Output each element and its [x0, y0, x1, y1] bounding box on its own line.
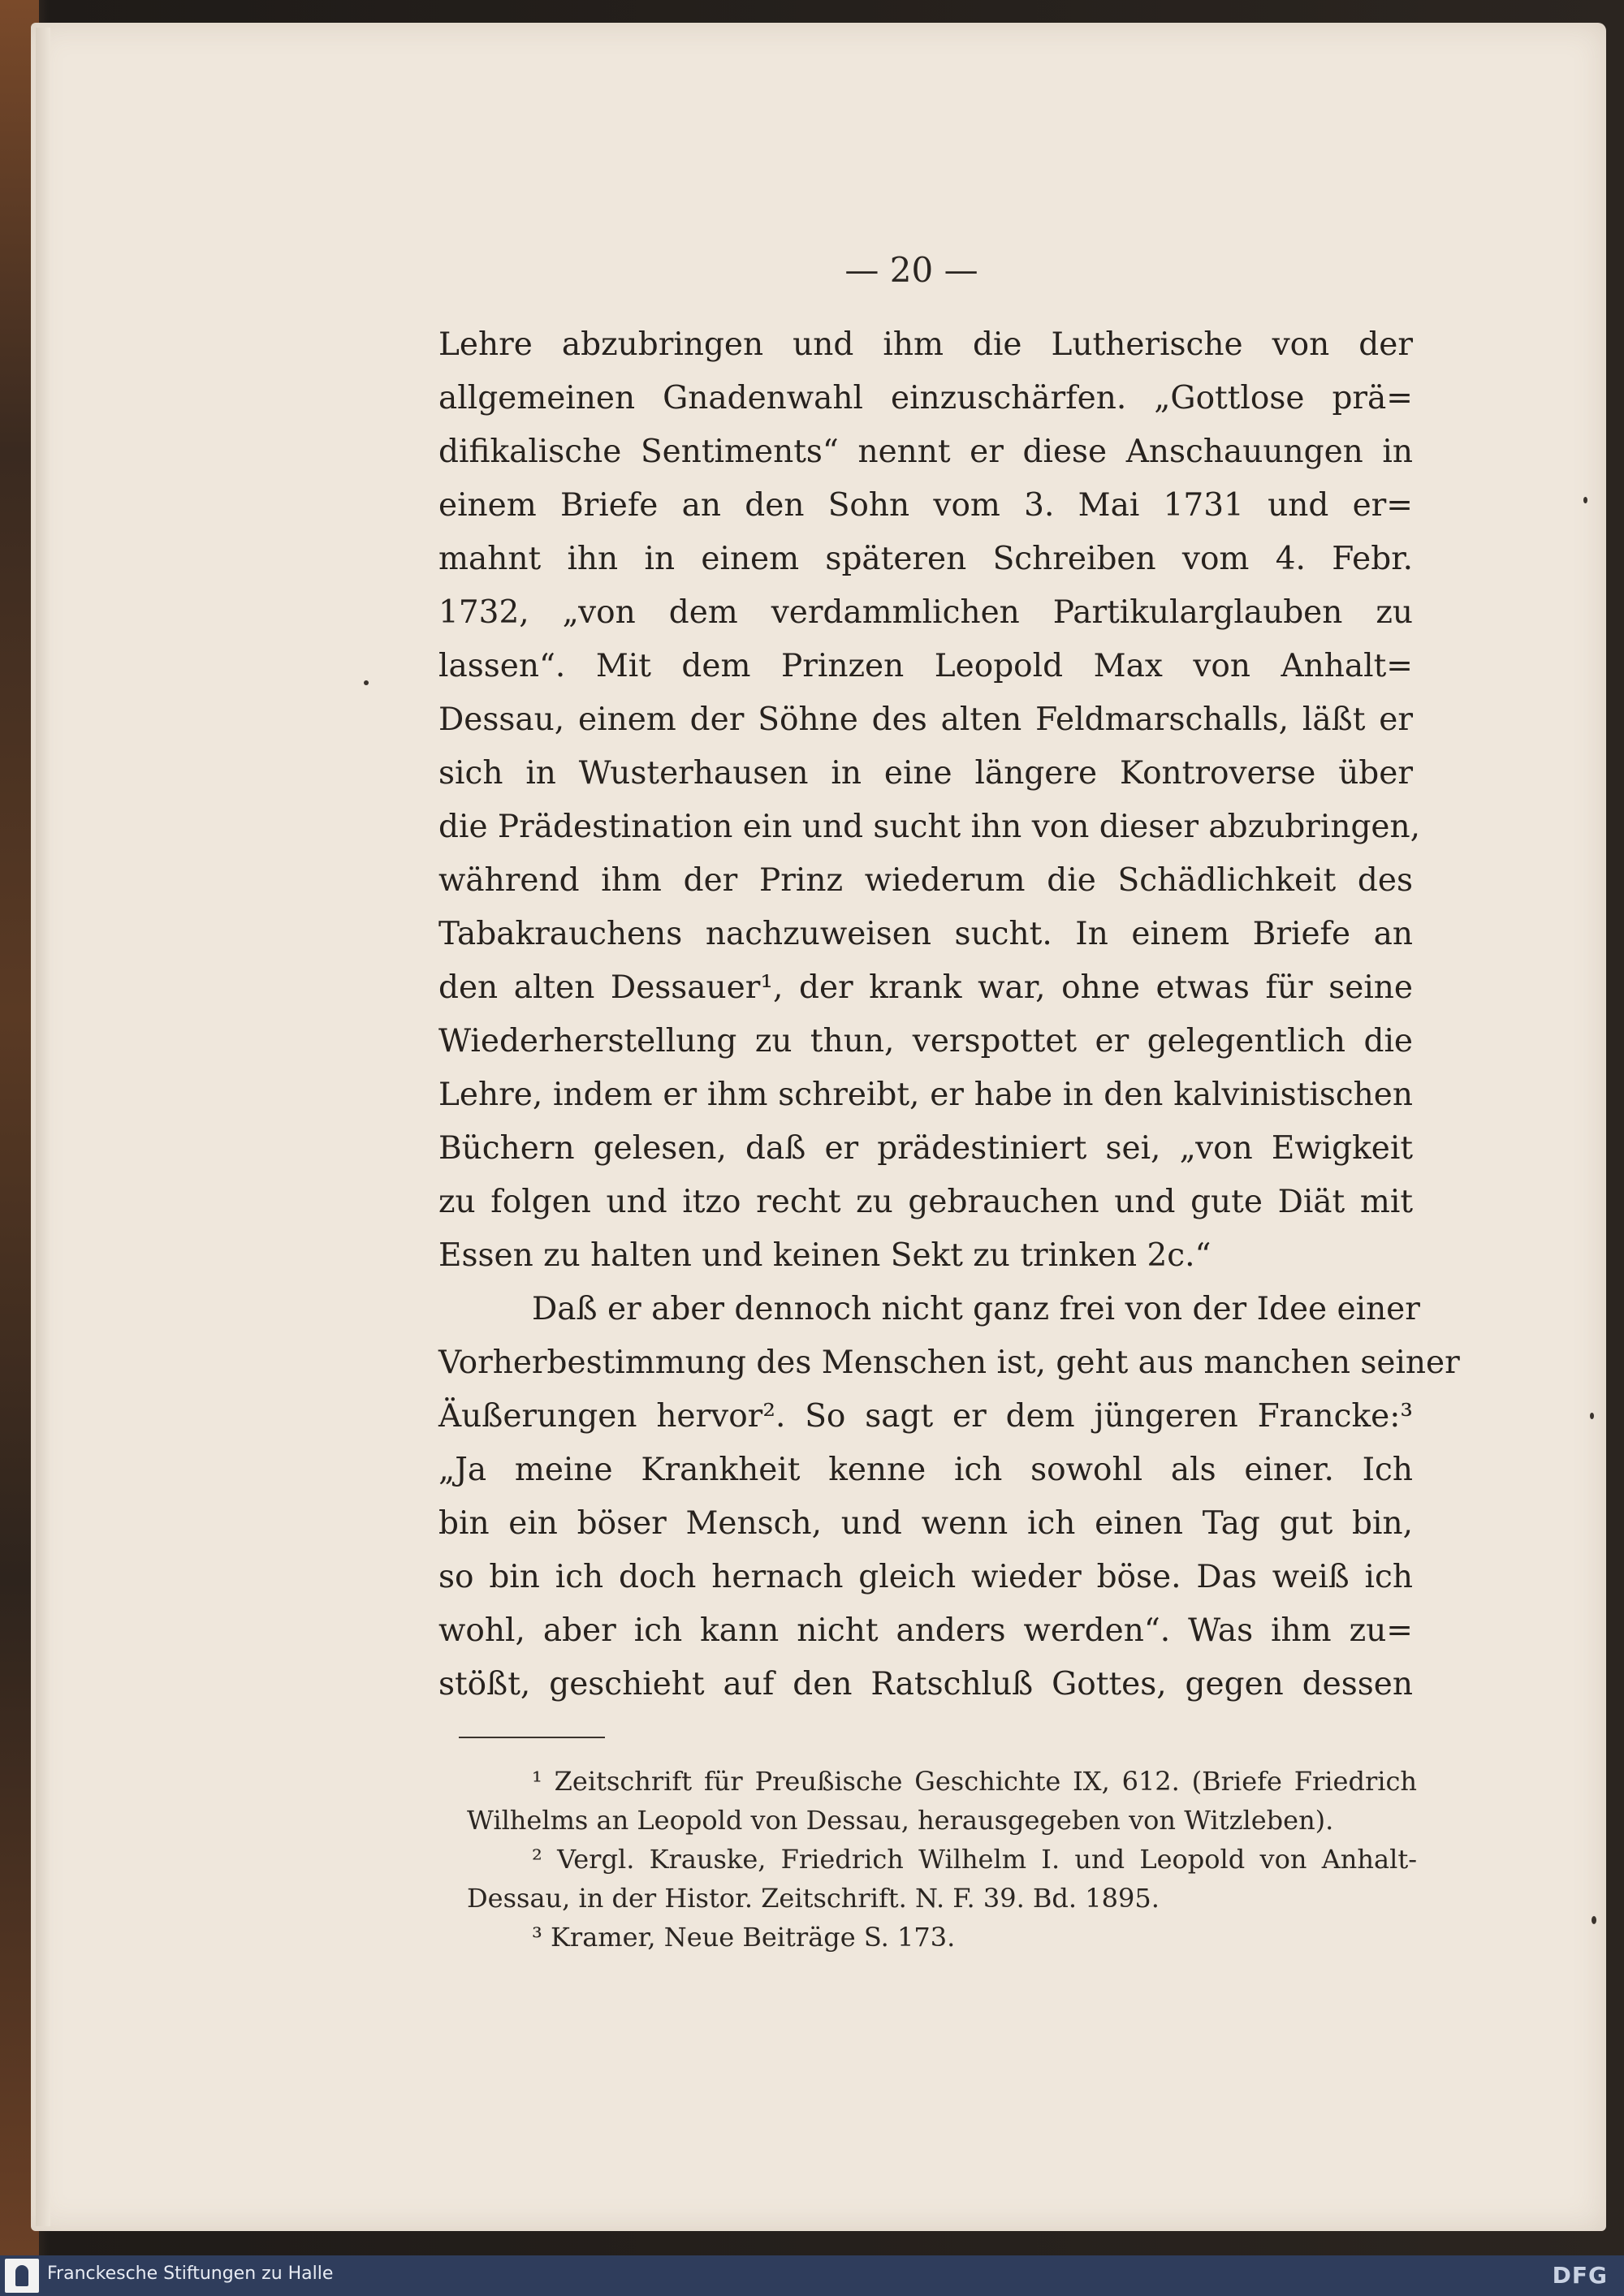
footnote-line: ³ Kramer, Neue Beiträge S. 173.	[532, 1922, 956, 1953]
text-line: einem Briefe an den Sohn vom 3. Mai 1731 und er=	[438, 487, 1413, 524]
text-line: lassen“. Mit dem Prinzen Leopold Max von Anhalt=	[438, 648, 1413, 684]
text-line: Daß er aber dennoch nicht ganz frei von der Idee einer	[532, 1291, 1420, 1327]
footnotes	[467, 1762, 1417, 1957]
footnote-line: ² Vergl. Krauske, Friedrich Wilhelm I. und Leopold von Anhalt-	[532, 1844, 1417, 1875]
text-line: bin ein böser Mensch, und wenn ich einen Tag gut bin,	[438, 1505, 1413, 1542]
ink-speck	[1592, 1916, 1596, 1924]
text-line: so bin ich doch hernach gleich wieder böse. Das weiß ich	[438, 1559, 1413, 1595]
stiftungen-logo[interactable]	[5, 2259, 39, 2293]
page-number: — 20 —	[844, 250, 978, 290]
text-line: difikalische Sentiments“ nennt er diese Anschauungen in	[438, 434, 1413, 470]
text-line: Lehre, indem er ihm schreibt, er habe in den kalvinistischen	[438, 1077, 1413, 1113]
footnote-line: Dessau, in der Histor. Zeitschrift. N. F. 39. Bd. 1895.	[467, 1883, 1160, 1914]
text-line: wohl, aber ich kann nicht anders werden“. Was ihm zu=	[438, 1612, 1413, 1649]
dfg-logo[interactable]: DFG	[1552, 2262, 1608, 2289]
text-line: stößt, geschieht auf den Ratschluß Gottes, gegen dessen	[438, 1666, 1413, 1703]
text-line: Lehre abzubringen und ihm die Lutherische von der	[438, 326, 1413, 363]
footnote-rule	[459, 1737, 605, 1738]
text-line: Essen zu halten und keinen Sekt zu trinken 2c.“	[438, 1237, 1212, 1274]
text-line: während ihm der Prinz wiederum die Schädlichkeit des	[438, 862, 1413, 899]
text-line: sich in Wusterhausen in eine längere Kontroverse über	[438, 755, 1413, 792]
text-line: 1732, „von dem verdammlichen Partikularglauben zu	[438, 594, 1413, 631]
text-line: die Prädestination ein und sucht ihn von dieser abzubringen,	[438, 809, 1421, 845]
text-line: Äußerungen hervor². So sagt er dem jüngeren Francke:³	[438, 1398, 1413, 1435]
text-line: zu folgen und itzo recht zu gebrauchen und gute Diät mit	[438, 1184, 1413, 1220]
ink-speck	[1590, 1413, 1594, 1419]
ink-speck	[1583, 497, 1587, 503]
main-text	[438, 318, 1460, 1711]
footnote-line: ¹ Zeitschrift für Preußische Geschichte IX, 612. (Briefe Friedrich	[532, 1766, 1417, 1797]
text-line: Wiederherstellung zu thun, verspottet er gelegentlich die	[438, 1023, 1413, 1060]
text-line: „Ja meine Krankheit kenne ich sowohl als einer. Ich	[438, 1452, 1413, 1488]
text-line: Vorherbestimmung des Menschen ist, geht aus manchen seiner	[438, 1344, 1460, 1381]
ink-speck	[364, 680, 369, 685]
page-gutter	[36, 28, 50, 2226]
text-line: mahnt ihn in einem späteren Schreiben vom 4. Febr.	[438, 541, 1413, 577]
text-line: allgemeinen Gnadenwahl einzuschärfen. „Gottlose prä=	[438, 380, 1413, 416]
footnote-line: Wilhelms an Leopold von Dessau, herausgegeben von Witzleben).	[467, 1805, 1334, 1836]
text-line: Tabakrauchens nachzuweisen sucht. In einem Briefe an	[438, 916, 1413, 952]
text-line: Dessau, einem der Söhne des alten Feldmarschalls, läßt er	[438, 701, 1413, 738]
footer-organization: Franckesche Stiftungen zu Halle	[47, 2264, 334, 2284]
text-line: den alten Dessauer¹, der krank war, ohne etwas für seine	[438, 969, 1413, 1006]
text-line: Büchern gelesen, daß er prädestiniert sei, „von Ewigkeit	[438, 1130, 1413, 1167]
